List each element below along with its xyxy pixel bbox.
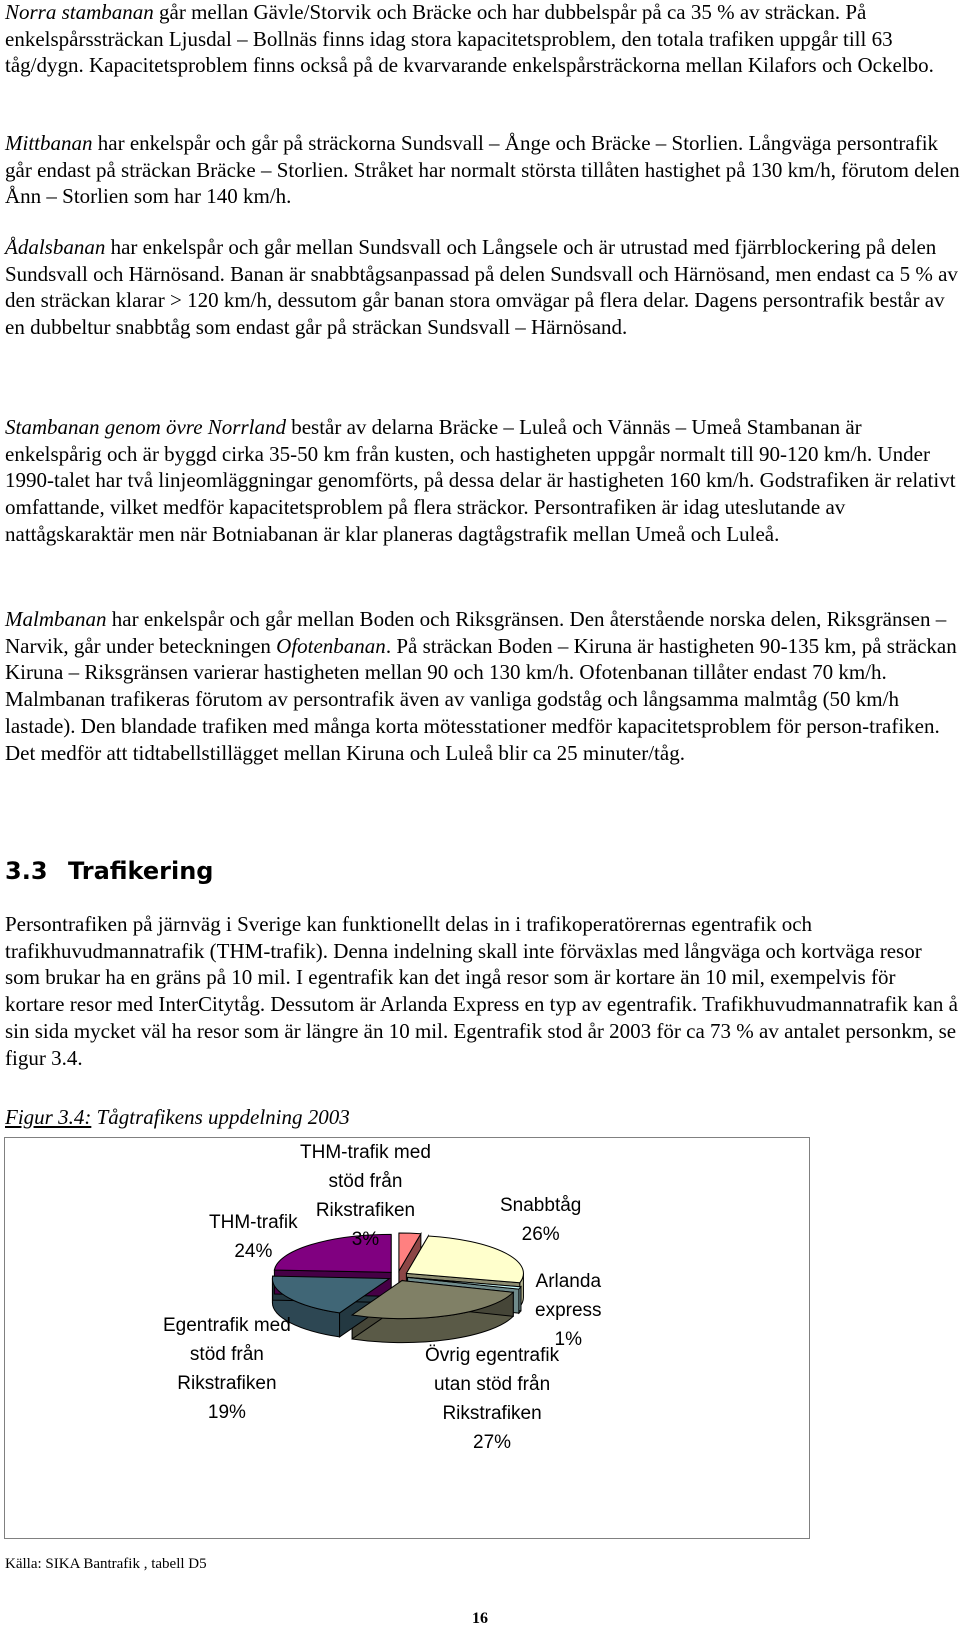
source-note: Källa: SIKA Bantrafik , tabell D5 [5, 1556, 207, 1572]
figure-caption [5, 1105, 350, 1130]
figure-title: Tågtrafikens uppdelning 2003 [91, 1105, 350, 1129]
pie-chart [4, 1137, 810, 1539]
label-snabbtag: Snabbtåg 26% [500, 1195, 582, 1245]
section-heading [5, 857, 213, 885]
label-thm-trafik: THM-trafik 24% [209, 1212, 298, 1262]
label-arlanda-express: Arlanda express 1% [535, 1271, 602, 1350]
label-egentrafik-med-stod: Egentrafik med stöd från Rikstrafiken 19% [163, 1315, 291, 1423]
label-thm-med-stod: THM-trafik med stöd från Rikstrafiken 3% [300, 1142, 431, 1250]
paragraph-adalsbanan: Ådalsbanan har enkelspår och går mellan Sundsvall och Långsele och är utrustad med fjärrblockering på delen Sundsvall och Härnösand. Banan är snabbtågsanpassad på delen Sundsvall och Härnösand, men endast ca 5 % av den sträckan klarar > 120 km/h, dessutom går banan stora omvägar på flera delar. Dagens persontrafik består av en dubbeltur snabbtåg som endast går på sträckan Sundsvall – Härnösand. [5, 235, 958, 340]
label-ovrig-egentrafik: Övrig egentrafik utan stöd från Rikstrafiken 27% [425, 1345, 560, 1453]
section-title: Trafikering [68, 857, 214, 885]
paragraph-norra-stambanan: Norra stambanan går mellan Gävle/Storvik och Bräcke och har dubbelspår på ca 35 % av sträckan. På enkelspårssträckan Ljusdal – Bollnäs finns idag stora kapacitetsproblem, den totala trafiken uppgår till 63 tåg/dygn. Kapacitetsproblem finns också på de kvarvarande enkelspårsträckorna mellan Kilafors och Ockelbo. [5, 0, 934, 78]
paragraph-malmbanan: Malmbanan har enkelspår och går mellan Boden och Riksgränsen. Den återstående norska delen, Riksgränsen – Narvik, går under beteckningen Ofotenbanan. På sträckan Boden – Kiruna är hastigheten 90-135 km, på sträckan Kiruna – Riksgränsen varierar hastigheten mellan 90 och 130 km/h. Ofotenbanan tillåter endast 70 km/h. Malmbanan trafikeras förutom av persontrafik även av vanliga godståg och långsamma malmtåg (50 km/h lastade). Den blandade trafiken med många korta mötesstationer medför kapacitetsproblem för person-trafiken. Det medför att tidtabellstillägget mellan Kiruna och Luleå blir ca 25 minuter/tåg. [5, 607, 957, 765]
paragraph-stambanan-ovre-norrland: Stambanan genom övre Norrland består av delarna Bräcke – Luleå och Vännäs – Umeå Stambanan är enkelspårig och är byggd cirka 35-50 km från kusten, och hastigheten uppgår normalt till 90-120 km/h. Under 1990-talet har två linjeomläggningar genomförts, på dessa delar är hastigheten 160 km/h. Godstrafiken är relativt omfattande, vilket medför kapacitetsproblem på flera sträckor. Persontrafiken är idag uteslutande av nattågskaraktär men när Botniabanan är klar planeras dagtågstrafik mellan Umeå och Luleå. [5, 415, 956, 546]
paragraph-mittbanan: Mittbanan har enkelspår och går på sträckorna Sundsvall – Ånge och Bräcke – Storlien. Långväga persontrafik går endast på sträckan Bräcke – Storlien. Stråket har normalt största tillåten hastighet på 130 km/h, förutom delen Ånn – Storlien som har 140 km/h. [5, 131, 960, 209]
section-number: 3.3 [5, 857, 48, 885]
page-number: 16 [472, 1610, 488, 1627]
paragraph-trafikering: Persontrafiken på järnväg i Sverige kan funktionellt delas in i trafikoperatörernas egentrafik och trafikhuvudmannatrafik (THM-trafik). Denna indelning skall inte förväxlas med långväga och kortväga resor som brukar ha en gräns på 10 mil. I egentrafik kan det ingå resor som är kortare än 10 mil, exempelvis för kortare resor med InterCitytåg. Dessutom är Arlanda Express en typ av egentrafik. Trafikhuvudmannatrafik kan å sin sida mycket väl ha resor som är längre än 10 mil. Egentrafik stod år 2003 för ca 73 % av antalet personkm, se figur 3.4. [5, 912, 958, 1070]
figure-label: Figur 3.4: [5, 1105, 92, 1129]
